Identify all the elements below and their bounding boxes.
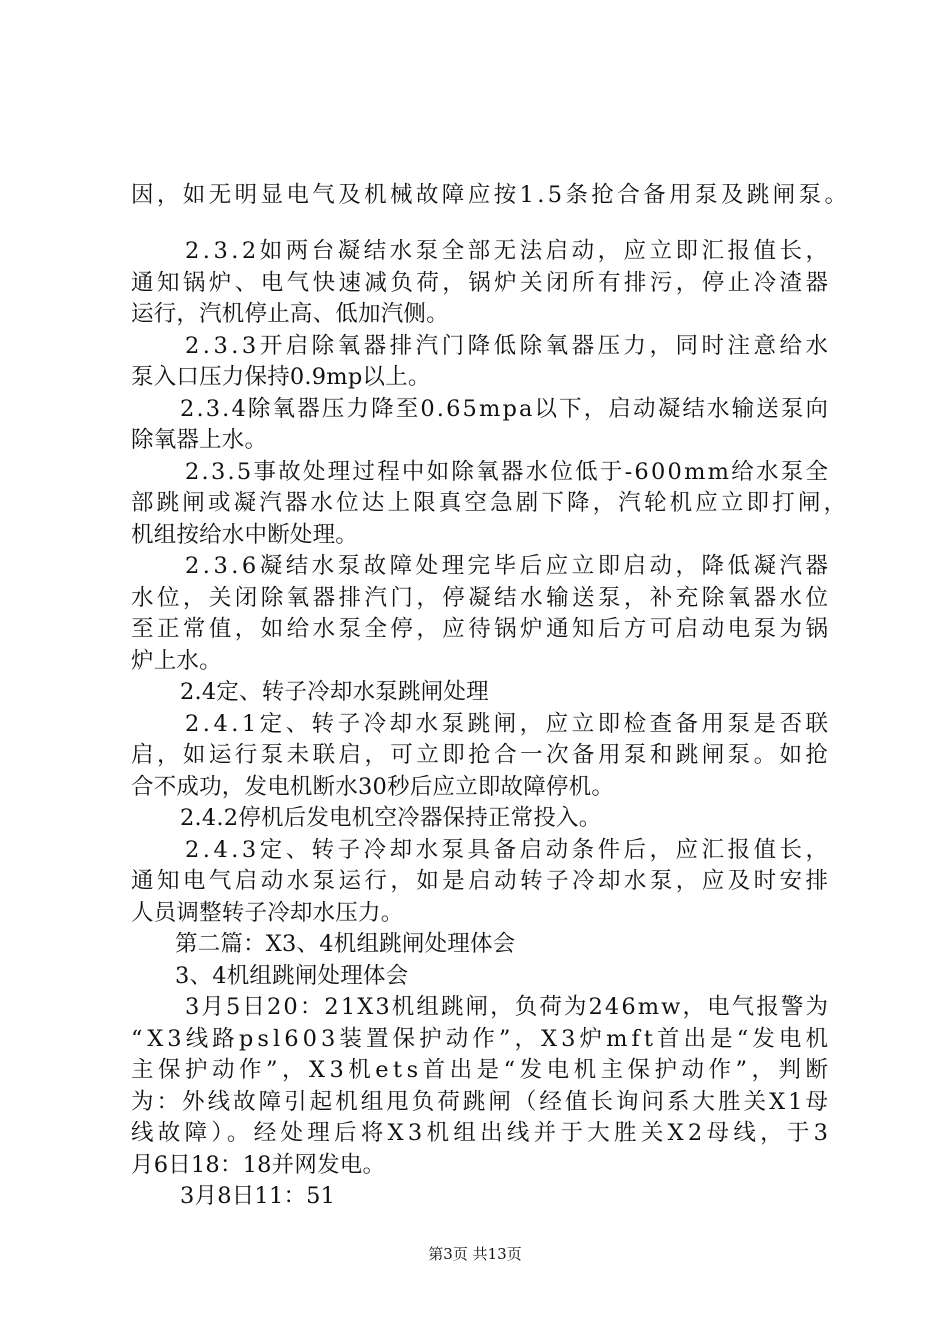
text-line: 水位，关闭除氧器排汽门，停凝结水输送泵，补充除氧器水位 — [131, 585, 832, 611]
text-line: 线故障）。经处理后将X3机组出线并于大胜关X2母线，于3 — [131, 1120, 833, 1146]
text-line: 合不成功，发电机断水30秒后应立即故障停机。 — [131, 774, 615, 800]
text-line: 3月8日11：51 — [180, 1183, 336, 1209]
page-number-footer: 第3页 共13页 — [428, 1245, 522, 1263]
text-line: 炉上水。 — [131, 648, 222, 674]
text-line: 2.4.2停机后发电机空冷器保持正常投入。 — [180, 805, 602, 831]
text-line: 2.3.4除氧器压力降至0.65mpa以下，启动凝结水输送泵向 — [180, 396, 831, 422]
text-line: 泵入口压力保持0.9mp以上。 — [131, 364, 431, 390]
text-line: 通知锅炉、电气快速减负荷，锅炉关闭所有排污，停止冷渣器 — [131, 270, 832, 296]
text-line: 通知电气启动水泵运行，如是启动转子冷却水泵，应及时安排 — [131, 868, 832, 894]
text-line: 为：外线故障引起机组甩负荷跳闸（经值长询问系大胜关X1母 — [131, 1089, 832, 1115]
text-line: 月6日18：18并网发电。 — [131, 1152, 386, 1178]
text-line: 除氧器上水。 — [131, 427, 268, 453]
text-line: 部跳闸或凝汽器水位达上限真空急剧下降，汽轮机应立即打闸， — [131, 490, 850, 516]
text-line: 至正常值，如给水泵全停，应待锅炉通知后方可启动电泵为锅 — [131, 616, 832, 642]
text-line: 2.3.3开启除氧器排汽门降低除氧器压力，同时注意给水 — [185, 333, 832, 359]
text-line: 2.3.2如两台凝结水泵全部无法启动，应立即汇报值长， — [185, 238, 832, 264]
text-line: “X3线路psl603装置保护动作”，X3炉mft首出是“发电机 — [131, 1026, 833, 1052]
text-line: 2.3.5事故处理过程中如除氧器水位低于-600mm给水泵全 — [185, 459, 831, 485]
chapter-title: 第二篇：X3、4机组跳闸处理体会 — [175, 931, 516, 957]
text-line: 运行，汽机停止高、低加汽侧。 — [131, 301, 449, 327]
text-line: 2.4.3定、转子冷却水泵具备启动条件后，应汇报值长， — [185, 837, 832, 863]
text-line: 3月5日20：21X3机组跳闸，负荷为246mw，电气报警为 — [185, 994, 831, 1020]
text-line: 机组按给水中断处理。 — [131, 522, 359, 548]
article-title: 3、4机组跳闸处理体会 — [175, 963, 409, 989]
text-line: 启，如运行泵未联启，可立即抢合一次备用泵和跳闸泵。如抢 — [131, 742, 832, 768]
text-line: 2.3.6凝结水泵故障处理完毕后应立即启动，降低凝汽器 — [185, 553, 832, 579]
text-line: 因，如无明显电气及机械故障应按1.5条抢合备用泵及跳闸泵。 — [131, 182, 851, 208]
text-line: 主保护动作”，X3机ets首出是“发电机主保护动作”，判断 — [131, 1057, 833, 1083]
text-line: 2.4.1定、转子冷却水泵跳闸，应立即检查备用泵是否联 — [185, 711, 832, 737]
section-heading: 2.4定、转子冷却水泵跳闸处理 — [180, 679, 489, 705]
text-line: 人员调整转子冷却水压力。 — [131, 900, 404, 926]
